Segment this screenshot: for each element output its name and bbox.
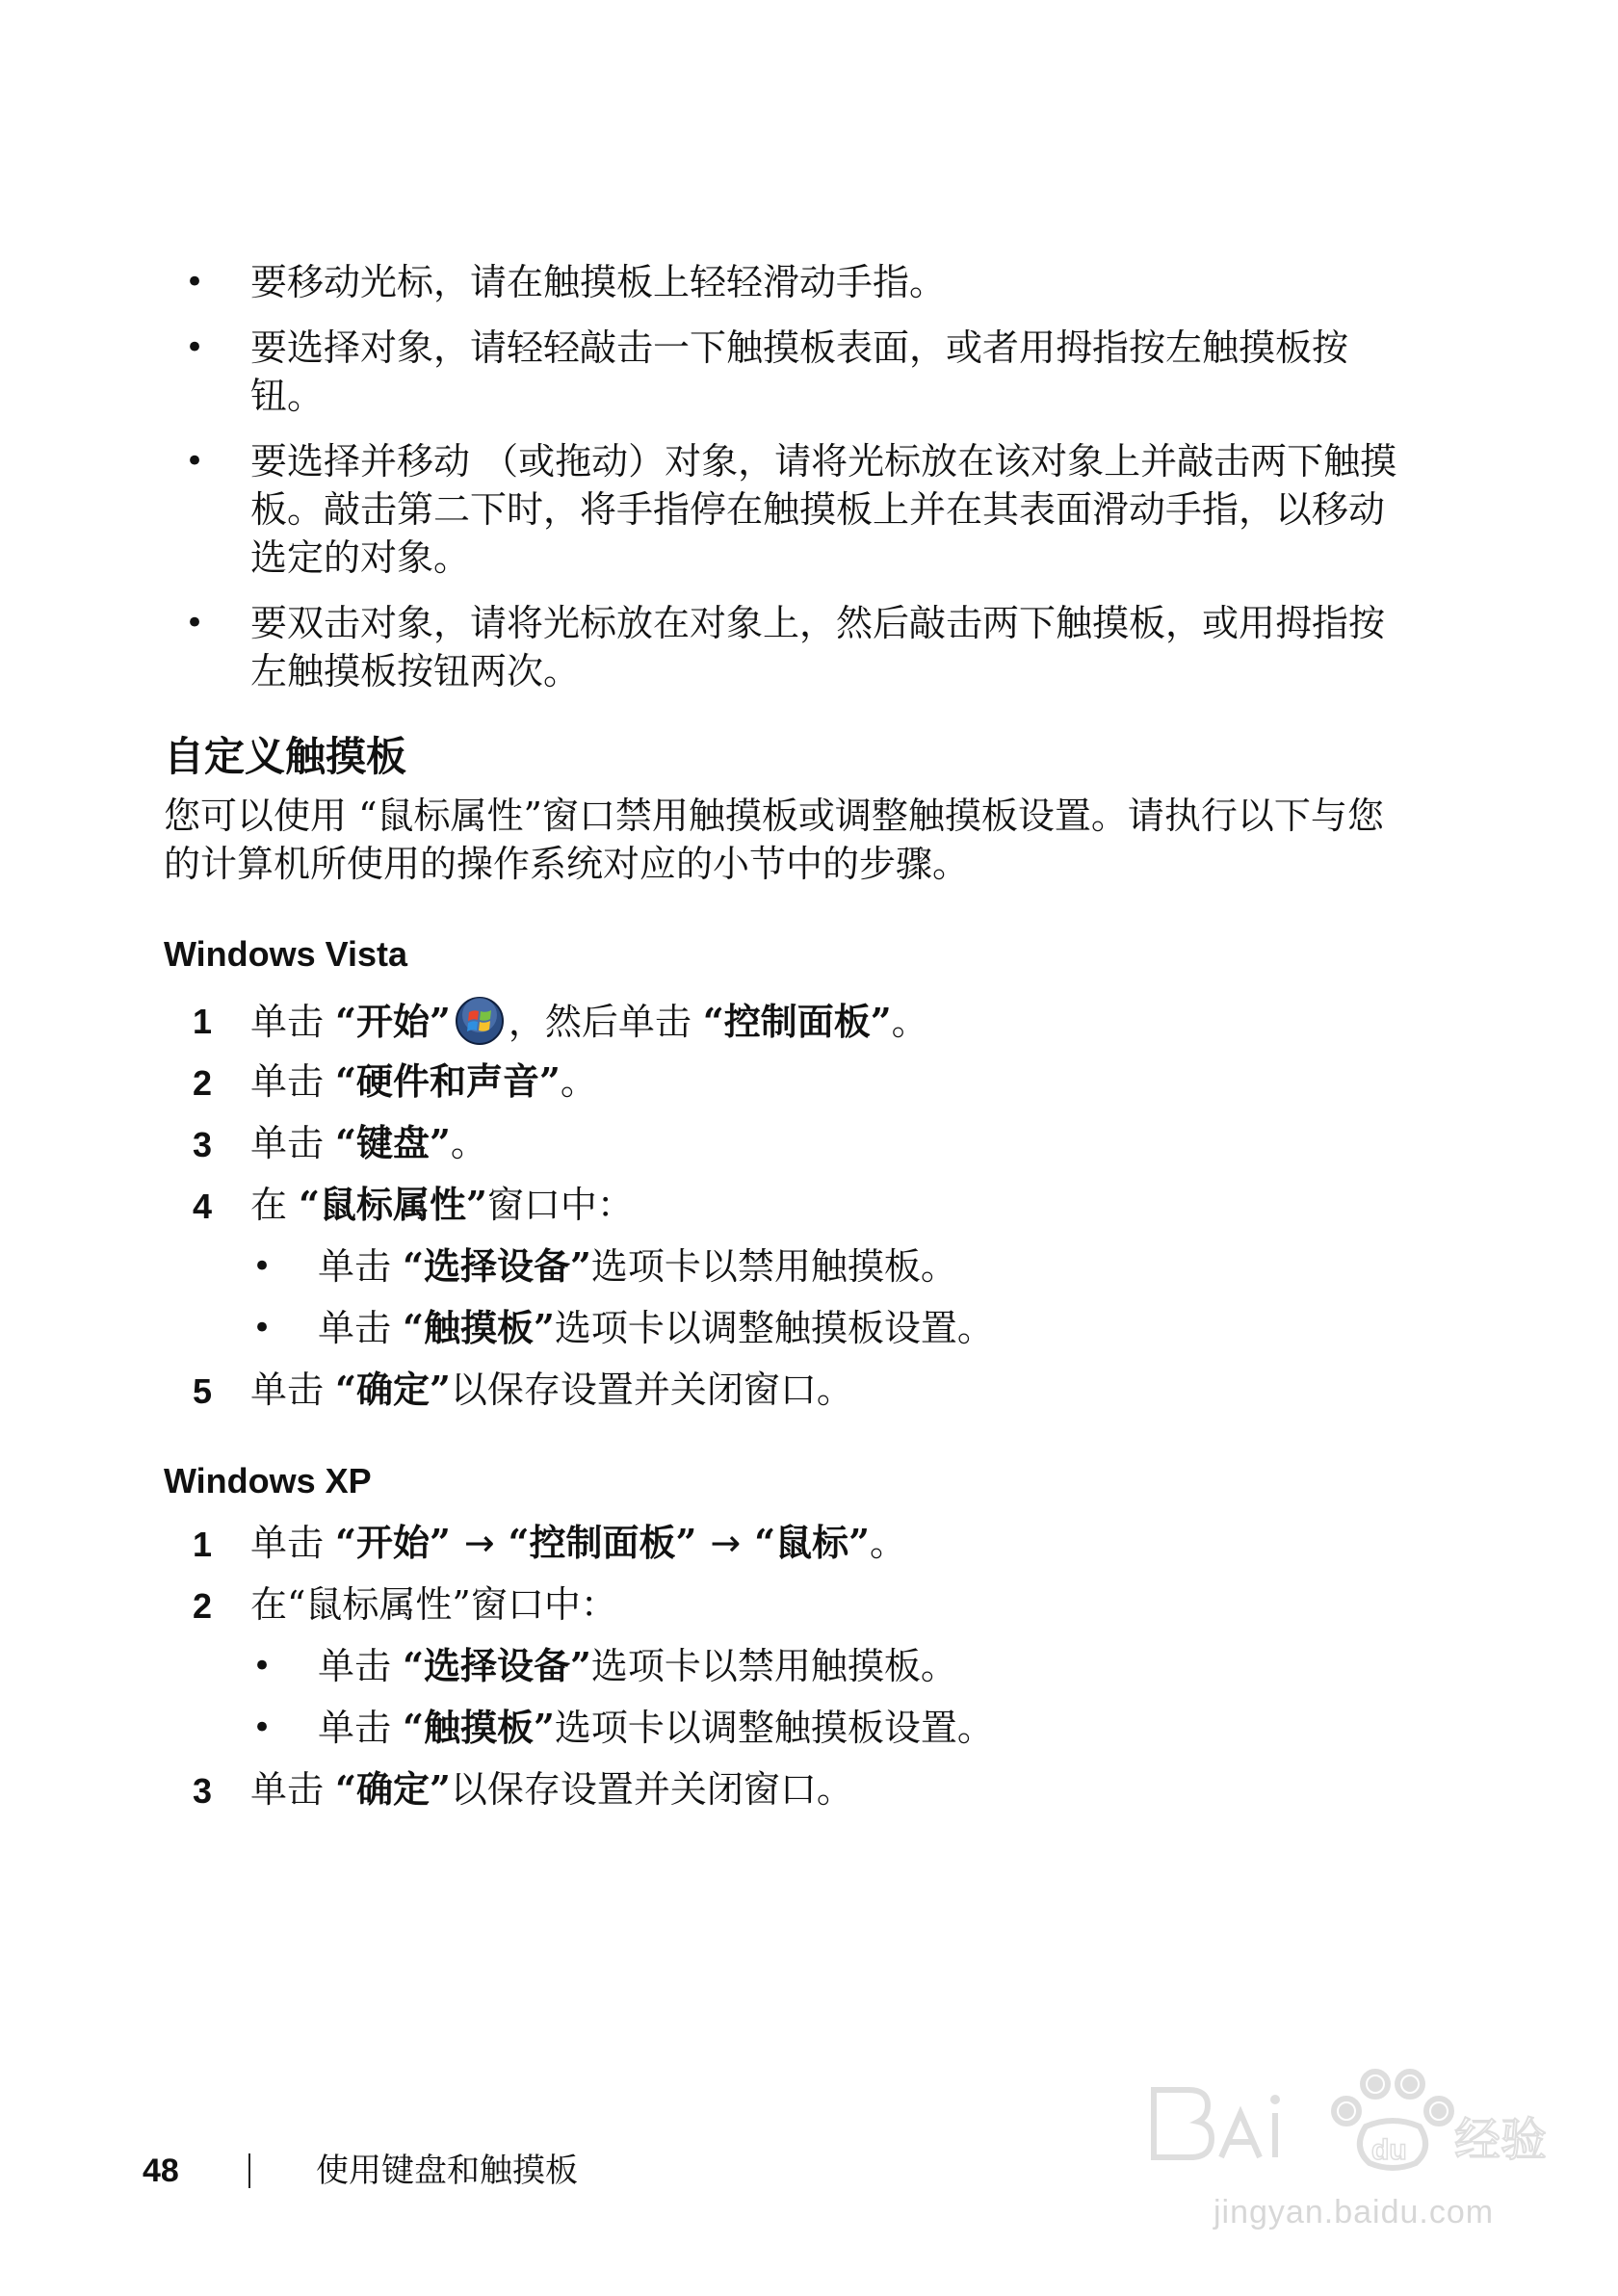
sub-step-text: 单击 “选择设备”选项卡以禁用触摸板。 [318, 1644, 957, 1687]
step-number: 1 [193, 1002, 213, 1041]
page-number: 48 [143, 2152, 179, 2189]
bullet-dot: • [252, 1247, 273, 1286]
bullet-text: 要选择并移动 （或拖动）对象，请将光标放在该对象上并敲击两下触摸板。敲击第二下时，将手指停在触摸板上并在其表面滑动手指，以移动选定的对象。 [250, 440, 1397, 579]
xp-steps [164, 1519, 1406, 1827]
step-row [164, 1366, 1406, 1427]
bullet-dot: • [252, 1309, 273, 1347]
windows-vista-heading: Windows Vista [164, 934, 408, 974]
svg-text:du: du [1371, 2134, 1407, 2166]
svg-text:经验: 经验 [1454, 2113, 1548, 2167]
step-row [164, 1119, 1406, 1181]
section-heading: 自定义触摸板 [164, 733, 407, 780]
bullet-dot: • [252, 1647, 273, 1685]
step-number: 2 [193, 1586, 213, 1626]
arrow-right-icon: → [710, 1522, 742, 1564]
windows-xp-heading: Windows XP [164, 1461, 372, 1500]
list-item [164, 324, 1406, 420]
sub-step-row [164, 1304, 1406, 1366]
step-row [164, 1057, 1406, 1119]
list-item [164, 437, 1406, 582]
bullet-dot: • [185, 442, 205, 481]
bullet-dot: • [185, 263, 205, 301]
step-row [164, 1181, 1406, 1242]
windows-start-orb-icon [455, 996, 505, 1046]
bullet-text: 要移动光标，请在触摸板上轻轻滑动手指。 [250, 261, 947, 303]
bullet-text: 要双击对象，请将光标放在对象上，然后敲击两下触摸板，或用拇指按左触摸板按钮两次。 [250, 602, 1386, 692]
step-row [164, 1519, 1406, 1580]
step-text: 单击 “确定”以保存设置并关闭窗口。 [250, 1767, 853, 1811]
step-text: 在 “鼠标属性”窗口中： [250, 1183, 634, 1226]
step-row [164, 996, 1406, 1057]
sub-step-row [164, 1704, 1406, 1765]
sub-step-text: 单击 “选择设备”选项卡以禁用触摸板。 [318, 1244, 957, 1288]
sub-step-text: 单击 “触摸板”选项卡以调整触摸板设置。 [318, 1706, 994, 1749]
bullet-dot: • [185, 604, 205, 642]
step-row [164, 1580, 1406, 1642]
step-number: 2 [193, 1063, 213, 1103]
baidu-paw-logo-icon [1144, 2051, 1549, 2186]
sub-step-row [164, 1642, 1406, 1704]
arrow-right-icon: → [463, 1522, 495, 1564]
step-text: 单击 “开始” → “控制面板” → “鼠标”。 [250, 1521, 906, 1564]
step-text: 单击 “开始” ，然后单击 “控制面板”。 [250, 996, 928, 1046]
step-number: 4 [193, 1187, 213, 1226]
section-intro: 您可以使用 “鼠标属性”窗口禁用触摸板或调整触摸板设置。请执行以下与您的计算机所使用的操作系统对应的小节中的步骤。 [164, 795, 1384, 885]
step-text: 单击 “键盘”。 [250, 1121, 487, 1164]
sub-step-row [164, 1242, 1406, 1304]
bullet-text: 要选择对象，请轻轻敲击一下触摸板表面，或者用拇指按左触摸板按钮。 [250, 326, 1349, 417]
bullet-dot: • [185, 328, 205, 367]
step-number: 5 [193, 1371, 213, 1411]
step-text: 单击 “硬件和声音”。 [250, 1059, 597, 1103]
step-number: 1 [193, 1525, 213, 1564]
step-number: 3 [193, 1125, 213, 1164]
bullet-dot: • [252, 1709, 273, 1747]
footer-divider [248, 2153, 250, 2188]
footer-chapter-title: 使用键盘和触摸板 [316, 2152, 578, 2190]
step-text: 单击 “确定”以保存设置并关闭窗口。 [250, 1368, 853, 1411]
vista-steps [164, 996, 1406, 1427]
tips-bullet-list [164, 258, 1406, 713]
sub-step-text: 单击 “触摸板”选项卡以调整触摸板设置。 [318, 1306, 994, 1349]
baidu-watermark [1144, 2051, 1549, 2254]
list-item [164, 599, 1406, 695]
step-text: 在“鼠标属性”窗口中： [250, 1583, 617, 1626]
step-row [164, 1765, 1406, 1827]
list-item [164, 258, 1406, 306]
watermark-url: jingyan.baidu.com [1214, 2194, 1495, 2231]
step-number: 3 [193, 1771, 213, 1811]
